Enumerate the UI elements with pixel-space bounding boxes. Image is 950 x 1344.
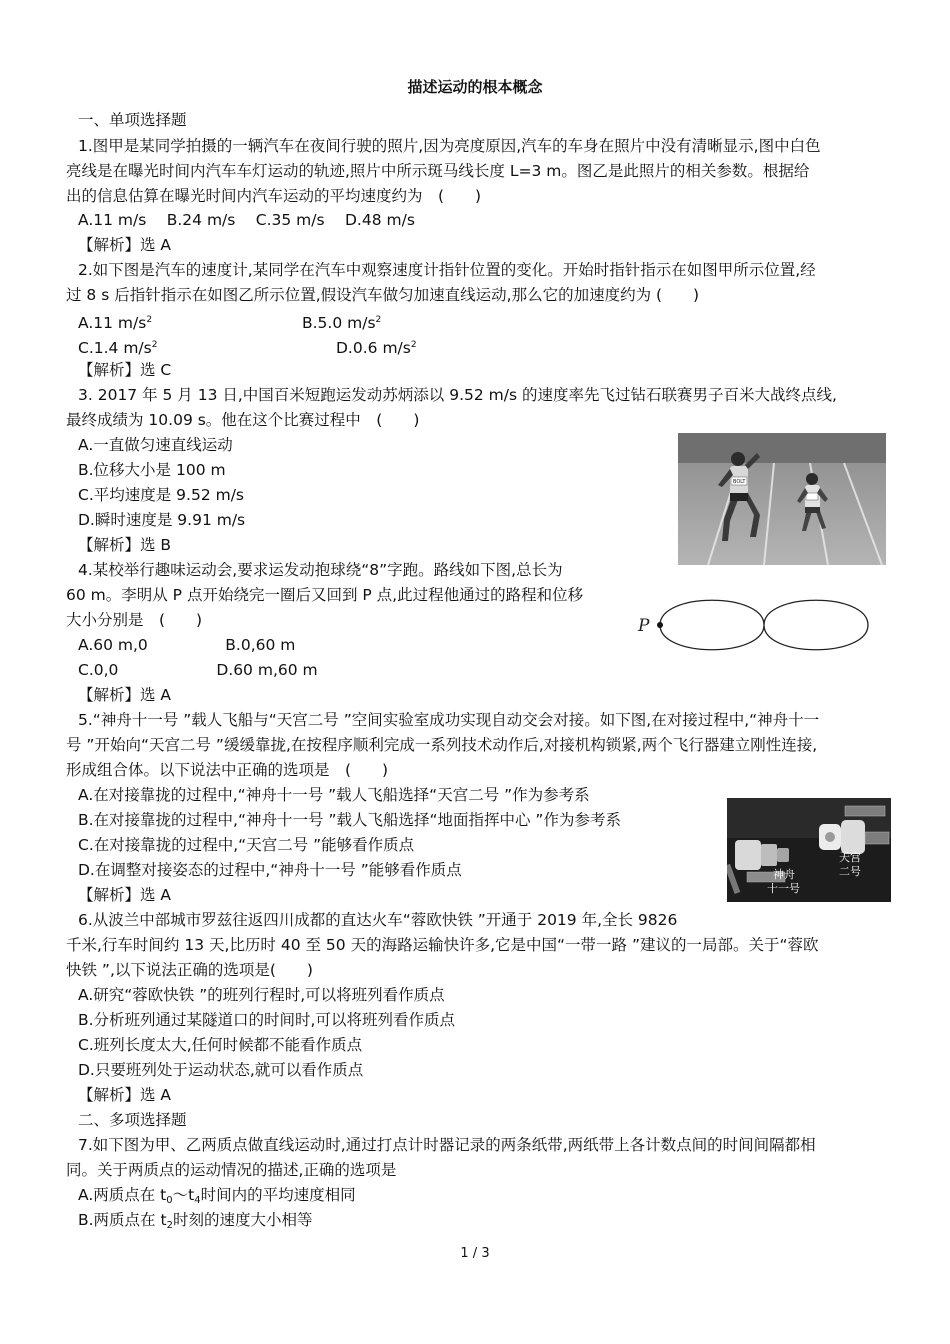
spacecraft-docking-photo xyxy=(727,798,891,902)
q3-line-1: 3. 2017 年 5 月 13 日,中国百米短跑运发动苏炳添以 9.52 m/s 的速度率先飞过钻石联赛男子百米大战终点线, xyxy=(78,386,837,404)
q2-line-2: 过 8 s 后指针指示在如图乙所示位置,假设汽车做匀加速直线运动,那么它的加速度约为 ( ) xyxy=(66,286,700,304)
label-tiangong-2: 二号 xyxy=(839,865,861,878)
q6-line-3: 快铁 ”,以下说法正确的选项是( ) xyxy=(66,961,313,979)
section-heading-single: 一、单项选择题 xyxy=(78,111,187,129)
q5-option-a: A.在对接靠拢的过程中,“神舟十一号 ”载人飞船选择“天宫二号 ”作为参考系 xyxy=(78,786,590,804)
q2-line-1: 2.如下图是汽车的速度计,某同学在汽车中观察速度计指针位置的变化。开始时指针指示在如图甲所示位置,经 xyxy=(78,261,816,279)
q1-line-1: 1.图甲是某同学拍摄的一辆汽车在夜间行驶的照片,因为亮度原因,汽车的车身在照片中没有清晰显示,图中白色 xyxy=(78,137,821,155)
q4-options-ab: A.60 m,0 B.0,60 m xyxy=(78,636,296,654)
q2-option-c: C.1.4 $m/s^2$ xyxy=(78,339,158,357)
q1-answer: 【解析】选 A xyxy=(78,236,172,254)
q1-line-2: 亮线是在曝光时间内汽车车灯运动的轨迹,照片中所示斑马线长度 L=3 m。图乙是此照片的相关参数。根据给 xyxy=(66,162,810,180)
point-p-label: P xyxy=(638,616,650,636)
q6-answer: 【解析】选 A xyxy=(78,1086,172,1104)
bib-label: BOLT xyxy=(733,479,746,485)
q5-option-c: C.在对接靠拢的过程中,“天宫二号 ”能够看作质点 xyxy=(78,836,415,854)
q6-option-a: A.研究“蓉欧快铁 ”的班列行程时,可以将班列看作质点 xyxy=(78,986,445,1004)
figure-eight-diagram xyxy=(632,586,880,666)
q3-option-c: C.平均速度是 9.52 m/s xyxy=(78,486,245,504)
section-heading-multi: 二、多项选择题 xyxy=(78,1111,187,1129)
q6-line-2: 千米,行车时间约 13 天,比历时 40 至 50 天的海路运输快许多,它是中国“一带一路 ”建议的一局部。关于“蓉欧 xyxy=(66,936,819,954)
q3-answer: 【解析】选 B xyxy=(78,536,172,554)
sprinters-photo xyxy=(678,433,886,565)
q5-line-3: 形成组合体。以下说法中正确的选项是 ( ) xyxy=(66,761,389,779)
q3-option-a: A.一直做匀速直线运动 xyxy=(78,436,233,454)
point-p-marker xyxy=(657,622,663,628)
q2-option-a: A.11 $m/s^2$ xyxy=(78,314,153,332)
q1-line-3: 出的信息估算在曝光时间内汽车运动的平均速度约为 ( ) xyxy=(66,187,482,205)
q3-option-b: B.位移大小是 100 m xyxy=(78,461,226,479)
page-number: 1 / 3 xyxy=(460,1246,490,1261)
q4-options-cd: C.0,0 D.60 m,60 m xyxy=(78,661,318,679)
q7-option-b: B.两质点在 $t_2$时刻的速度大小相等 xyxy=(78,1211,313,1231)
q4-line-2: 60 m。李明从 P 点开始绕完一圈后又回到 P 点,此过程他通过的路程和位移 xyxy=(66,586,584,604)
q6-option-b: B.分析班列通过某隧道口的时间时,可以将班列看作质点 xyxy=(78,1011,455,1029)
q5-answer: 【解析】选 A xyxy=(78,886,172,904)
page-title: 描述运动的根本概念 xyxy=(407,78,543,96)
q7-line-1: 7.如下图为甲、乙两质点做直线运动时,通过打点计时器记录的两条纸带,两纸带上各计数点间的时间间隔都相 xyxy=(78,1136,816,1154)
q5-option-d: D.在调整对接姿态的过程中,“神舟十一号 ”能够看作质点 xyxy=(78,861,462,879)
q5-line-2: 号 ”开始向“天宫二号 ”缓缓靠拢,在按程序顺利完成一系列技术动作后,对接机构锁紧,两个飞行器建立刚性连接, xyxy=(66,736,818,754)
q4-line-1: 4.某校举行趣味运动会,要求运发动抱球绕“8”字跑。路线如下图,总长为 xyxy=(78,561,563,579)
q7-line-2: 同。关于两质点的运动情况的描述,正确的选项是 xyxy=(66,1161,397,1179)
q5-option-b: B.在对接靠拢的过程中,“神舟十一号 ”载人飞船选择“地面指挥中心 ”作为参考系 xyxy=(78,811,621,829)
q4-line-3: 大小分别是 ( ) xyxy=(66,611,203,629)
q2-option-d: D.0.6 $m/s^2$ xyxy=(336,339,417,357)
q6-option-c: C.班列长度太大,任何时候都不能看作质点 xyxy=(78,1036,363,1054)
q2-answer: 【解析】选 C xyxy=(78,361,172,379)
q1-options: A.11 m/s B.24 m/s C.35 m/s D.48 m/s xyxy=(78,211,415,229)
q3-option-d: D.瞬时速度是 9.91 m/s xyxy=(78,511,246,529)
q6-line-1: 6.从波兰中部城市罗兹往返四川成都的直达火车“蓉欧快铁 ”开通于 2019 年,全长 9826 xyxy=(78,911,678,929)
label-shenzhou-2: 十一号 xyxy=(767,882,800,895)
q2-option-b: B.5.0 $m/s^2$ xyxy=(302,314,382,332)
q7-option-a: A.两质点在 $t_0\sim t_4$时间内的平均速度相同 xyxy=(78,1186,356,1206)
q5-line-1: 5.“神舟十一号 ”载人飞船与“天宫二号 ”空间实验室成功实现自动交会对接。如下图,在对接过程中,“神舟十一 xyxy=(78,711,820,729)
q6-option-d: D.只要班列处于运动状态,就可以看作质点 xyxy=(78,1061,364,1079)
q4-answer: 【解析】选 A xyxy=(78,686,172,704)
label-shenzhou-1: 神舟 xyxy=(773,868,795,881)
q3-line-2: 最终成绩为 10.09 s。他在这个比赛过程中 ( ) xyxy=(66,411,420,429)
label-tiangong-1: 天宫 xyxy=(839,851,861,864)
